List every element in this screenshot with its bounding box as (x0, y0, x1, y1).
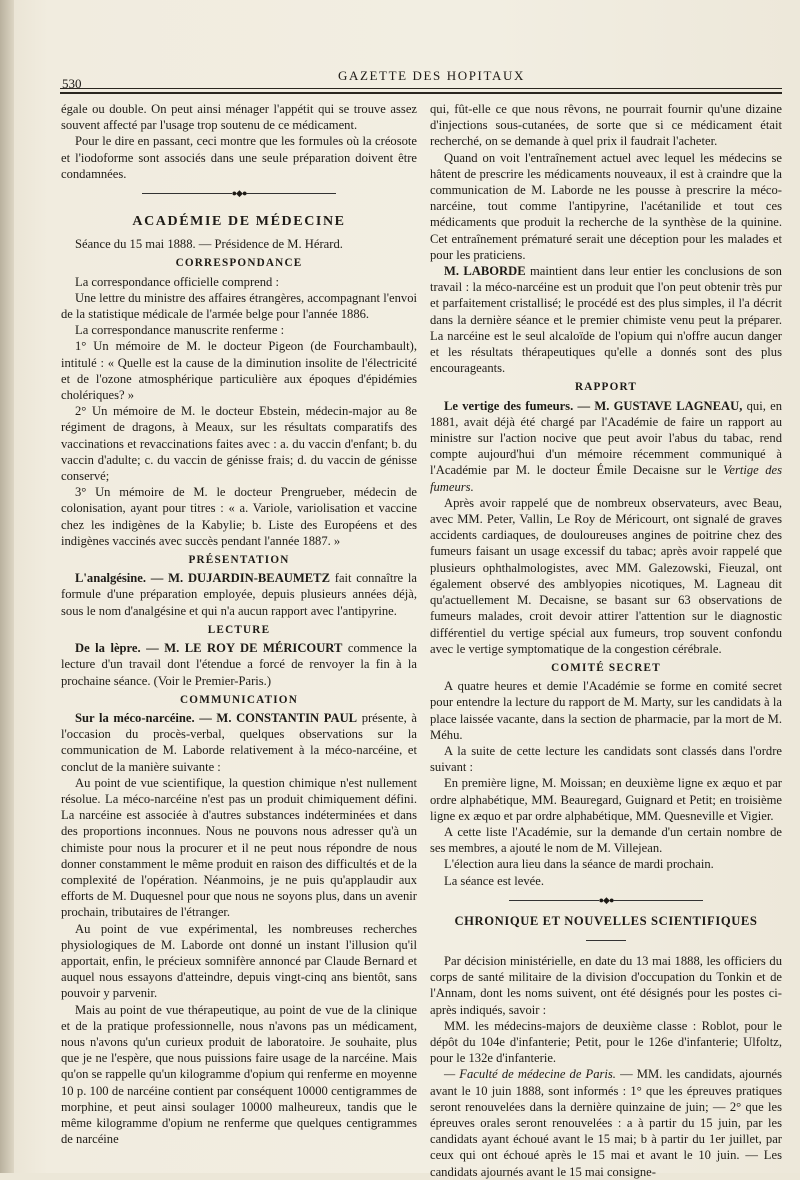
continued-paragraph: Quand on voit l'entraînement actuel avec lequel les médecins se hâtent de prescrire les médicaments nouveaux, il est à craindre que la communication de M. Laborde ne les pousse à prescrire la méco-narcéine, tout comme l'antipyrine, l'acétanilide et tout ces médicaments que produit la recherche de la synthèse de la quinine. Cet entraînement prématuré serait une déception pour les malades et pour les praticiens. (430, 150, 782, 262)
rapport-title: RAPPORT (574, 381, 638, 394)
communication-text: présente, à l'occasion du procès-verbal, quelques observations sur la communication de M. Laborde relativement à la méco-narcéine, et conclut de la manière suivante : (61, 710, 417, 774)
comite-paragraph: A la suite de cette lecture les candidats sont classés dans l'ordre suivant : (430, 743, 782, 775)
communication-paragraph: Au point de vue expérimental, les nombreuses recherches physiologiques de M. Laborde ont donné un instant l'illusion qu'il apportait, enfin, le précieux somnifère annoncé par Claude Bernard et auquel nous essayons d'atteindre, depuis vingt-cinq ans bientôt, sans pouvoir y parvenir. (61, 921, 417, 1001)
faculte-text: — MM. les candidats, ajournés avant le 10 juin 1888, sont informés : 1° que les épreuves pratiques seront renouvelées dans la dernière quinzaine de juin; — 2° que les épreuves orales seront renouvelées : a à partir du 15 juin, par les candidats ayant échoué avant le 15 mai; b à partir du 1er juillet, par ceux qui ont échoué après le 15 mai et avant le 10 juin. — Les candidats ajournés avant le 15 mai consigne- (430, 1067, 782, 1179)
communication-author: — M. CONSTANTIN PAUL (199, 710, 358, 725)
section-separator: ●◆● (501, 895, 711, 905)
right-column (430, 101, 782, 1180)
continued-paragraph: qui, fût-elle ce que nous rêvons, ne pourrait fournir qu'une dizaine d'injections sous-cutanées, de sorte que si ce médicament était recherché, on se demande à quel prix il faudrait l'acheter. (430, 102, 782, 149)
running-title: GAZETTE DES HOPITAUX (338, 68, 525, 83)
correspondance-paragraph: Une lettre du ministre des affaires étrangères, accompagnant l'envoi de la statistique médicale de l'armée belge pour l'année 1886. (61, 290, 417, 322)
laborde-head: M. LABORDE (444, 264, 526, 279)
rapport-head: Le vertige des fumeurs. (444, 398, 574, 413)
lecture-text: commence la lecture d'un travail dont l'étendue a forcé de renvoyer la fin à la prochaine séance. (Voir le Premier-Paris.) (61, 641, 417, 688)
correspondance-paragraph: 3° Un mémoire de M. le docteur Prengrueber, médecin de colonisation, ayant pour titres : « a. Variole, variolisation et vaccine chez les indigènes de la Kabylie; b. Liste des Européens et des indigènes vaccinés avec succès pendant l'année 1887. » (61, 485, 417, 548)
comite-paragraph: A cette liste l'Académie, sur la demande d'un certain nombre de ses membres, a ajouté le nom de M. Villejean. (430, 824, 782, 856)
intro-paragraph: égale ou double. On peut ainsi ménager l'appétit qui se trouve assez souvent affecté par l'usage trop soutenu de ce médicament. (61, 102, 417, 133)
comite-paragraph: L'élection aura lieu dans la séance de mardi prochain. (444, 857, 714, 872)
communication-head: Sur la méco-narcéine. (75, 710, 195, 725)
page-number: 530 (62, 76, 82, 91)
rapport-paragraph: Après avoir rappelé que de nombreux observateurs, avec Beau, avec MM. Peter, Vallin, Le Roy de Méricourt, ont signalé de graves accidents cardiaques, de douloureuses angines de poitrine chez des fumeurs faisant un usage excessif du tabac; après avoir rappelé que plusieurs ophthalmologistes, avec MM. Galezowski, Fieuzal, ont également observé des amblyopies nicotiques, M. Lagneau dit qu'actuellement M. Decaisne, se basant sur 63 observations de fumeurs malades, croit devoir attirer l'attention sur le diagnostic différentiel du vertige spécial aux fumeurs, trop souvent confondu avec le vertige symptomatique de la congestion cérébrale. (430, 495, 782, 656)
left-column (61, 101, 417, 1147)
communication-paragraph: Au point de vue scientifique, la question chimique n'est nullement résolue. La méco-narcéine n'est pas un produit chimiquement défini. La narcéine est associée à d'autres substances indéterminées et dans des proportions inconnues. Nous ne pouvons nous adresser qu'à un chimiste pour nous la procurer et il ne peut nous répondre de nous donner constamment le même produit en raison des difficultés et de la complexité de l'opération. Néanmoins, je ne puis qu'applaudir aux efforts de M. Duquesnel pour que nous ne soyons plus, dans un avenir prochain, tributaires de l'étranger. (61, 775, 417, 920)
laborde-text: maintient dans leur entier les conclusions de son travail : la méco-narcéine est un produit que l'on peut obtenir très pur et parfaitement cristallisé; le procédé est des plus simples, il l'a décrit dans la dernière séance et le premier chimiste venu peut la préparer. La narcéine est le seul alcaloïde de l'opium qui n'offre aucun danger et les résultats thérapeutiques qu'elle a donnés sont des plus encourageants. (430, 264, 782, 376)
faculte-head: — Faculté de médecine de Paris. (444, 1067, 616, 1082)
correspondance-paragraph: 1° Un mémoire de M. le docteur Pigeon (de Fourchambault), intitulé : « Quelle est la cause de la diminution insolite de l'électricité et de l'ozone atmosphérique particulière aux époques d'épidémies cholériques? » (61, 339, 417, 403)
comite-title: COMITÉ SECRET (551, 661, 661, 674)
communication-paragraph (61, 710, 417, 775)
rapport-text: qui, en 1881, avait déjà été chargé par l'Académie de faire un rapport au ministre sur l'action nocive que peut avoir l'abus du tabac, rend compte aujourd'hui d'un mémoire récemment communiqué à l'Académie par M. le docteur Émile Decaisne sur le (430, 398, 782, 478)
rapport-italic: Vertige des fumeurs. (430, 463, 782, 494)
comite-paragraph: La séance est levée. (444, 873, 544, 888)
lecture-paragraph (61, 640, 417, 689)
title-rule (586, 935, 626, 945)
page-edge (0, 0, 14, 1173)
correspondance-paragraph: La correspondance officielle comprend : (75, 274, 279, 289)
lecture-head: De la lèpre. (75, 641, 141, 656)
presentation-author: — M. DUJARDIN-BEAUMETZ (150, 571, 330, 586)
comite-paragraph: En première ligne, M. Moissan; en deuxième ligne ex æquo et par ordre alphabétique, MM. Beauregard, Guignard et Petit; en troisième ligne ex æquo et par ordre alphabétique, MM. Quesneville et Vigier. (430, 776, 782, 823)
lecture-title: LECTURE (207, 623, 271, 636)
communication-title: COMMUNICATION (180, 693, 298, 706)
correspondance-paragraph: La correspondance manuscrite renferme : (75, 323, 285, 338)
lecture-author: — M. LE ROY DE MÉRICOURT (146, 641, 343, 656)
rapport-author: — M. GUSTAVE LAGNEAU, (577, 398, 743, 413)
faculte-paragraph (430, 1066, 782, 1179)
academie-title: ACADÉMIE DE MÉDECINE (132, 214, 346, 230)
seance-line: Séance du 15 mai 1888. — Présidence de M. Hérard. (75, 237, 343, 252)
intro-paragraph: Pour le dire en passant, ceci montre que les formules où la créosote et l'iodoforme sont associés dans une seule préparation doivent être condamnées. (61, 134, 417, 181)
comite-paragraph: A quatre heures et demie l'Académie se forme en comité secret pour entendre la lecture du rapport de M. Marty, sur les candidats à la place laissée vacante, dans la section de pharmacie, par la mort de M. Méhu. (430, 679, 782, 742)
presentation-text: fait connaître la formule d'une préparation employée, depuis plusieurs années déjà, sous le nom d'analgésine et qui n'a aucun rapport avec l'antipyrine. (61, 571, 417, 618)
section-separator: ●◆● (134, 188, 344, 198)
chronique-paragraph: MM. les médecins-majors de deuxième classe : Roblot, pour le dépôt du 104e d'infanterie; Petit, pour le 126e d'infanterie; Ulfoltz, pour le 132e d'infanterie. (430, 1018, 782, 1066)
laborde-paragraph (430, 263, 782, 376)
rapport-paragraph (430, 398, 782, 495)
presentation-title: PRÉSENTATION (188, 554, 290, 567)
correspondance-paragraph: 2° Un mémoire de M. le docteur Ebstein, médecin-major au 8e régiment de dragons, à Meaux, sur les résultats comparatifs des vaccinations et revaccinations faites avec : a. du vaccin d'enfant; b. du vaccin d'adulte; c. du vaccin de génisse frais; d. du vaccin de génisse conservé; (61, 404, 417, 484)
correspondance-title: CORRESPONDANCE (175, 257, 303, 270)
header-rule-thick (60, 92, 782, 94)
chronique-paragraph: Par décision ministérielle, en date du 13 mai 1888, les officiers du corps de santé militaire de la division d'occupation du Tonkin et de l'Annam, dont les noms suivent, ont été désignés pour les postes ci-après indiqués, savoir : (430, 953, 782, 1017)
communication-paragraph: Mais au point de vue thérapeutique, au point de vue de la clinique et de la pratique professionnelle, nous n'avons pas un médicament, nous n'avons qu'un curieux produit de laboratoire. Je souhaite, plus que je ne l'espère, que nous puissions faire usage de la narcéine. Mais qu'on se rappelle qu'un kilogramme d'opium qui renferme en moyenne 10 p. 100 de narcéine contient par conséquent 10000 centigrammes de morphine, et peut ainsi soulager 10000 malheureux, tandis que le même kilogramme d'opium ne renferme que quelques centigrammes de narcéine (61, 1002, 417, 1147)
header-rule (60, 88, 782, 89)
presentation-paragraph (61, 570, 417, 619)
presentation-head: L'analgésine. (75, 571, 147, 586)
chronique-title: CHRONIQUE ET NOUVELLES SCIENTIFIQUES (454, 913, 758, 928)
